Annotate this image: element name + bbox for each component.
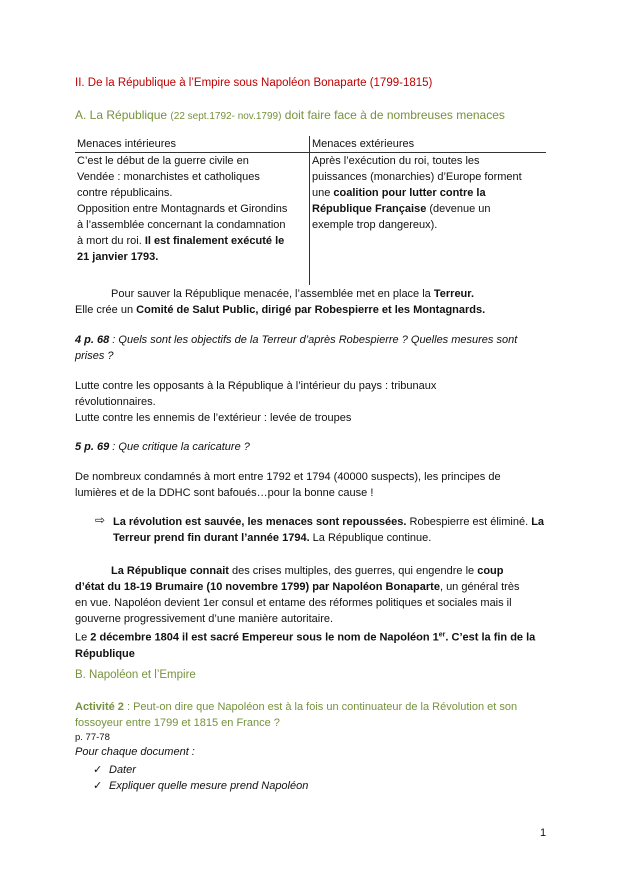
internal-line: contre républicains. [77,187,173,199]
subsection-a-title [75,108,505,122]
subsection-b-title: B. Napoléon et l’Empire [75,669,196,681]
internal-line: 21 janvier 1793. [77,251,159,263]
col-header-external: Menaces extérieures [310,136,547,153]
checkmark-icon: ✓ [93,780,103,792]
internal-line: à mort du roi. Il est finalement exécuté le [77,235,285,247]
question-4: 4 p. 68 : Quels sont les objectifs de la Terreur d’après Robespierre ? Quelles mesures sont prises ? [75,334,518,362]
internal-threats-cell [75,153,310,286]
col-header-internal: Menaces intérieures [75,136,310,153]
threats-table [75,136,546,285]
subsection-a-end: doit faire face à de nombreuses menaces [284,108,505,122]
page-number: 1 [540,827,547,839]
checkmark-icon: ✓ [93,764,103,776]
external-line: puissances (monarchies) d’Europe forment [312,171,522,183]
internal-line: à l’assemblée concernant la condamnation [77,219,286,231]
external-threats-cell [310,153,547,286]
instruction-text: Pour chaque document : [75,746,195,758]
checklist-item: ✓ Expliquer quelle mesure prend Napoléon [93,780,309,792]
arrow-bullet-icon: ⇨ [95,513,106,527]
external-line: République Française (devenue un [312,203,491,215]
internal-line: Vendée : monarchistes et catholiques [77,171,260,183]
checklist [93,762,308,794]
napoleon-paragraph: La République connait des crises multiples, des guerres, qui engendre le coup d’état du 18-19 Brumaire (10 novembre 1799) par Napoléon Bonaparte, un général très en vue. Napoléon devient 1er consul et entame des réformes politiques et sociales mais il gouverne progressivement d’une manière autoritaire. Le 2 décembre 1804 il est sacré Empereur sous le nom de Napoléon 1er. C’est la fin de la République [75,565,536,660]
internal-line: C’est le début de la guerre civile en [77,155,249,167]
section-title: II. De la République à l’Empire sous Napoléon Bonaparte (1799-1815) [75,77,433,89]
checklist-item: ✓ Dater [93,764,136,776]
answer-5: De nombreux condamnés à mort entre 1792 et 1794 (40000 suspects), les principes de lumières et de la DDHC sont bafoués…pour la bonne cause ! [75,471,501,499]
internal-line: Opposition entre Montagnards et Girondins [77,203,288,215]
revolution-saved-bullet: La révolution est sauvée, les menaces sont repoussées. Robespierre est éliminé. La Terreur prend fin durant l’année 1794. La République continue. [113,516,545,544]
pages-reference: p. 77-78 [75,732,110,743]
terror-paragraph: Pour sauver la République menacée, l’assemblée met en place la Terreur. Elle crée un Comité de Salut Public, dirigé par Robespierre et les Montagnards. [75,288,486,316]
external-line: une coalition pour lutter contre la [312,187,486,199]
activity-2: Activité 2 : Peut-on dire que Napoléon est à la fois un continuateur de la Révolution et son fossoyeur entre 1799 et 1815 en France ? [75,701,518,729]
subsection-a-dates: (22 sept.1792- nov.1799) [170,111,282,122]
external-line: Après l’exécution du roi, toutes les [312,155,480,167]
subsection-a-label: A. La République [75,108,168,122]
question-5: 5 p. 69 : Que critique la caricature ? [75,441,250,453]
external-line: exemple trop dangereux). [312,219,438,231]
answer-4: Lutte contre les opposants à la République à l’intérieur du pays : tribunaux révolutionnaires. Lutte contre les ennemis de l’extérieur : levée de troupes [75,380,437,424]
